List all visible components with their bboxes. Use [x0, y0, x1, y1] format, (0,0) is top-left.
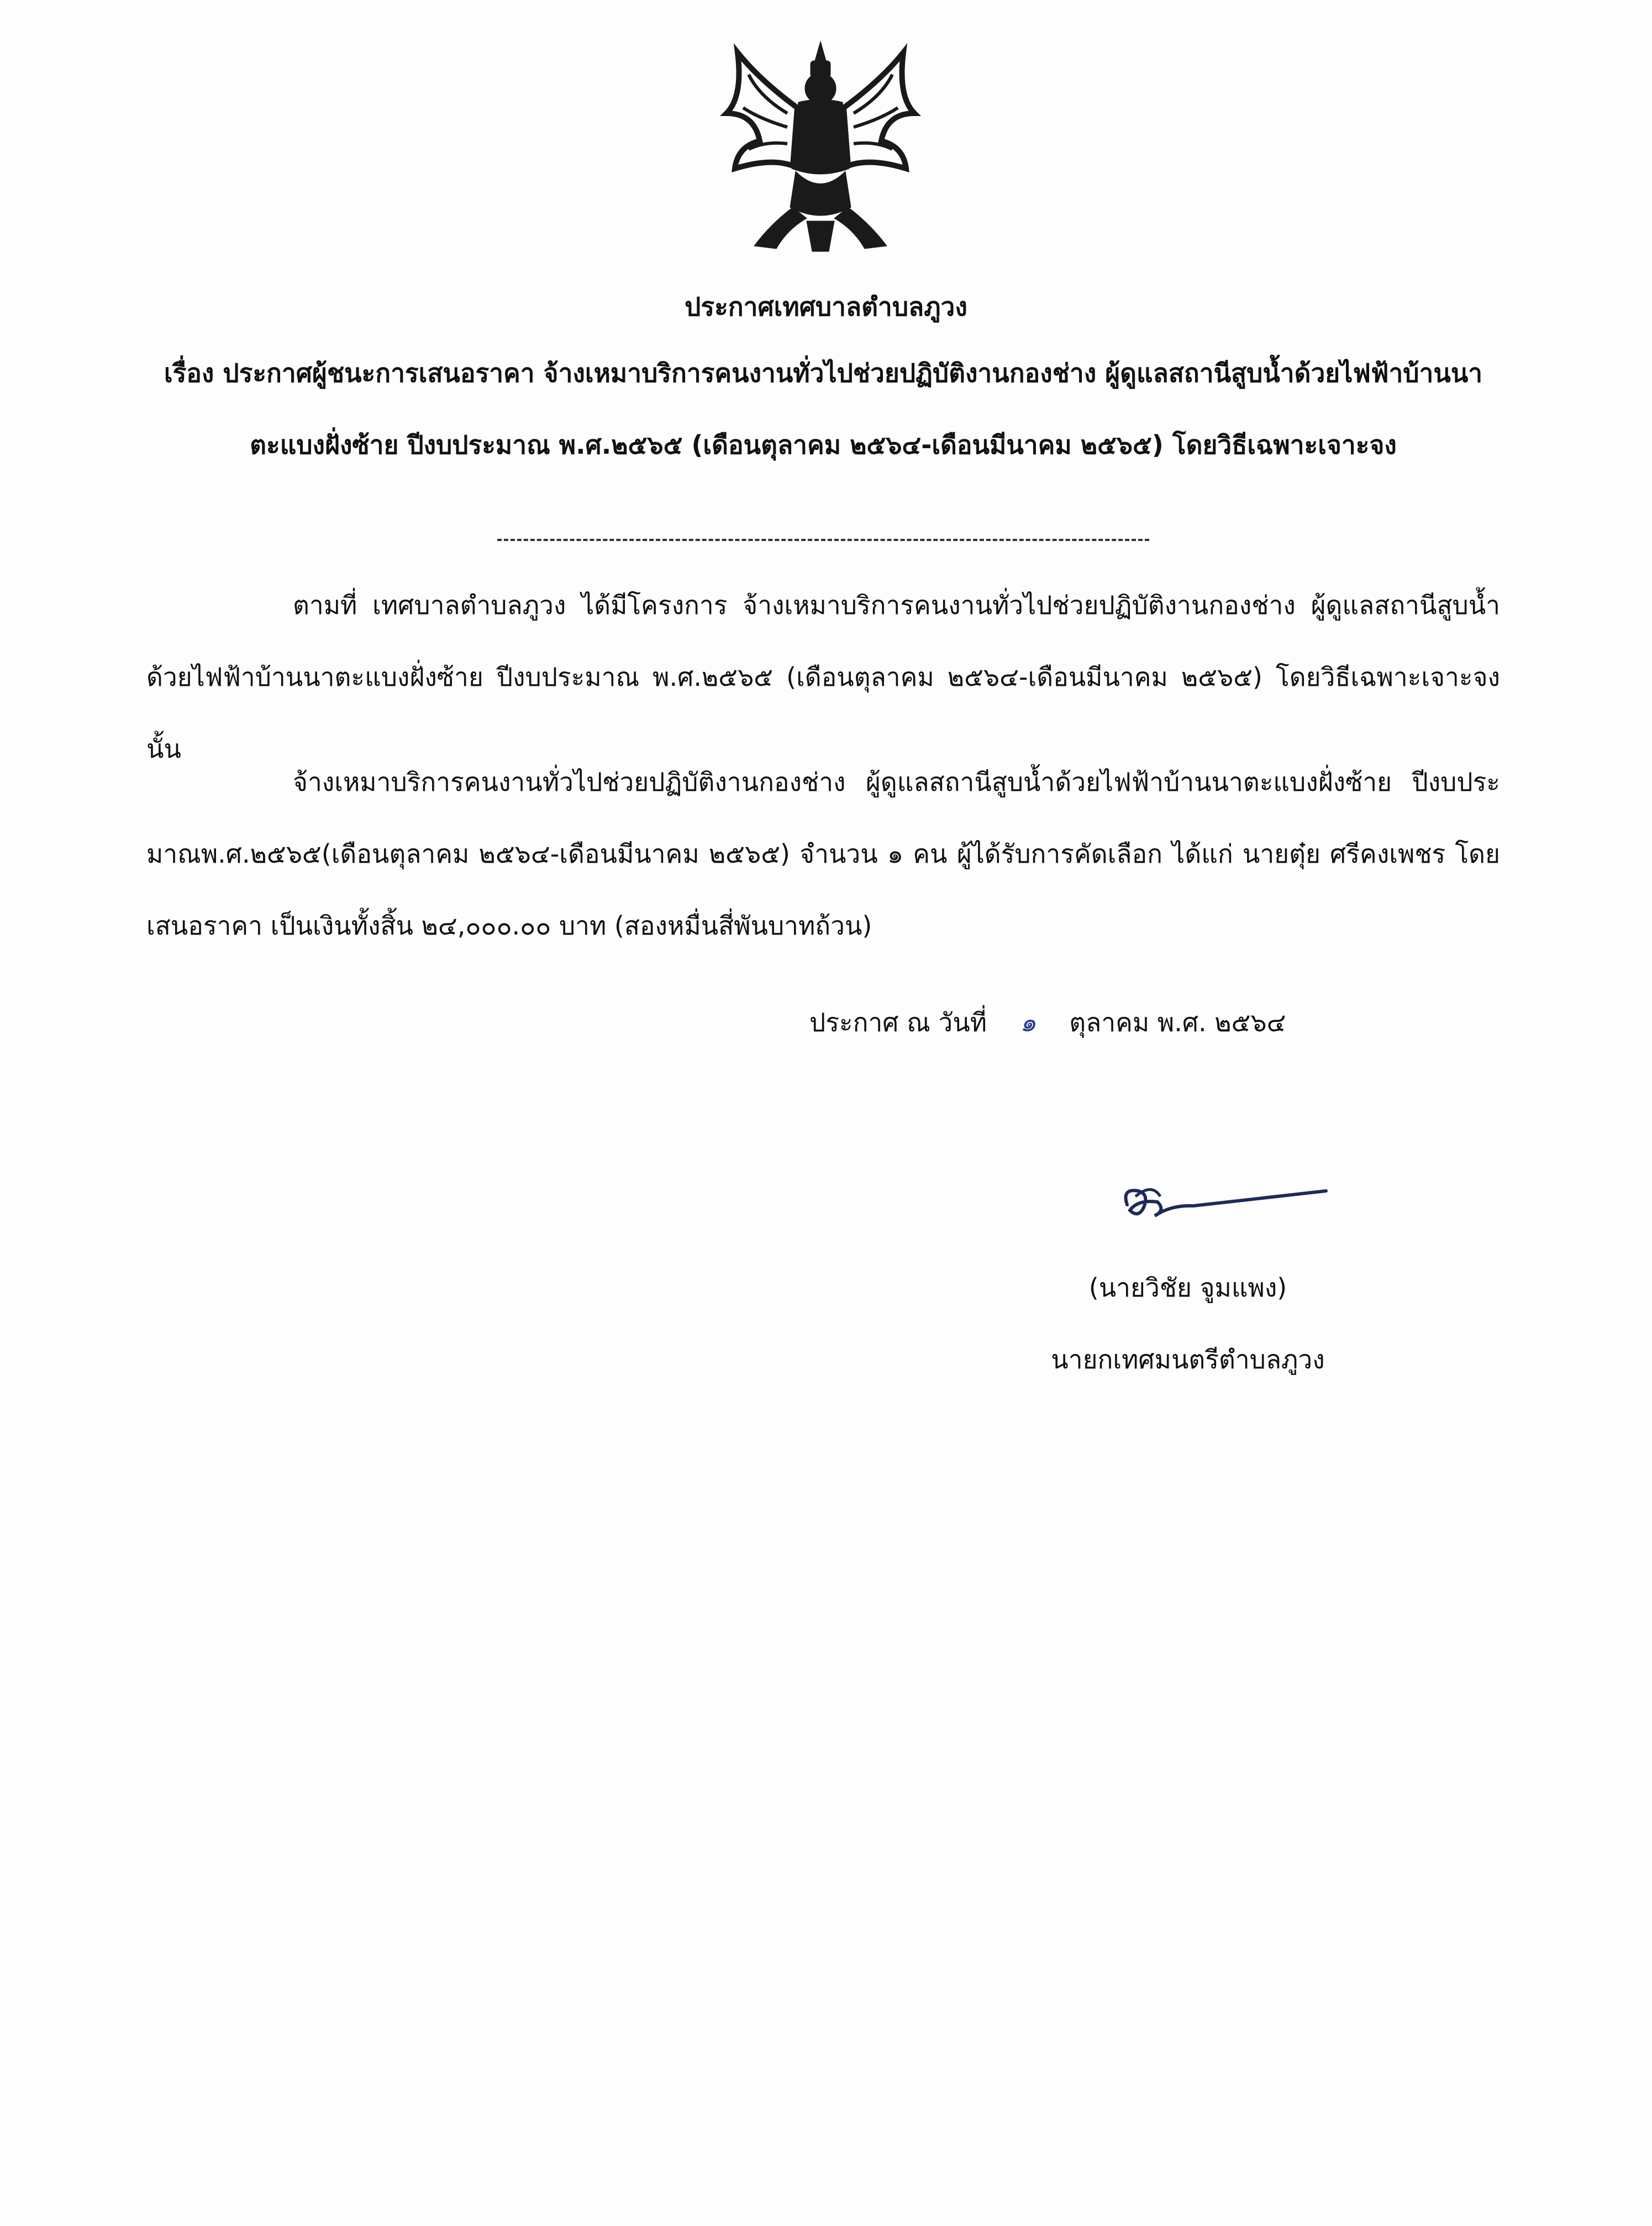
document-subject: เรื่อง ประกาศผู้ชนะการเสนอราคา จ้างเหมาบริการคนงานทั่วไปช่วยปฏิบัติงานกองช่าง ผู้ดูแลสถานีสูบน้ำด้วยไฟฟ้าบ้านนาตะแบงฝั่งซ้าย ปีงบประมาณ พ.ศ.๒๕๖๕ (เดือนตุลาคม ๒๕๖๔-เดือนมีนาคม ๒๕๖๕) โดยวิธีเฉพาะเจาะจง [164, 358, 1483, 460]
document-title: ประกาศเทศบาลตำบลภูวง [685, 292, 967, 322]
body-paragraph-2: จ้างเหมาบริการคนงานทั่วไปช่วยปฏิบัติงานกองช่าง ผู้ดูแลสถานีสูบน้ำด้วยไฟฟ้าบ้านนาตะแบงฝั่งซ้าย ปีงบประมาณพ.ศ.๒๕๖๕(เดือนตุลาคม ๒๕๖๔-เดือนมีนาคม ๒๕๖๕) จำนวน ๑ คน ผู้ได้รับการคัดเลือก ได้แก่ นายตุ๋ย ศรีคงเพชร โดยเสนอราคา เป็นเงินทั้งสิ้น ๒๔,๐๐๐.๐๐ บาท (สองหมื่นสี่พันบาทถ้วน) [146, 767, 1500, 941]
separator-line [497, 539, 1149, 541]
signatory-position: นายกเทศมนตรีตำบลภูวง [1051, 1345, 1325, 1374]
announcement-date [809, 1000, 1286, 1044]
date-prefix: ประกาศ ณ วันที่ [809, 1007, 987, 1037]
signatory-name: (นายวิชัย จูมแพง) [1088, 1273, 1287, 1303]
garuda-emblem-icon [704, 30, 937, 262]
date-day: ๑ [1020, 1007, 1037, 1037]
body-paragraph-1: ตามที่ เทศบาลตำบลภูวง ได้มีโครงการ จ้างเหมาบริการคนงานทั่วไปช่วยปฏิบัติงานกองช่าง ผู้ดูแลสถานีสูบน้ำด้วยไฟฟ้าบ้านนาตะแบงฝั่งซ้าย ปีงบประมาณ พ.ศ.๒๕๖๕ (เดือนตุลาคม ๒๕๖๔-เดือนมีนาคม ๒๕๖๕) โดยวิธีเฉพาะเจาะจง นั้น [146, 590, 1500, 764]
signature-icon [1105, 1166, 1337, 1232]
date-month-year: ตุลาคม พ.ศ. ๒๕๖๔ [1069, 1007, 1286, 1037]
